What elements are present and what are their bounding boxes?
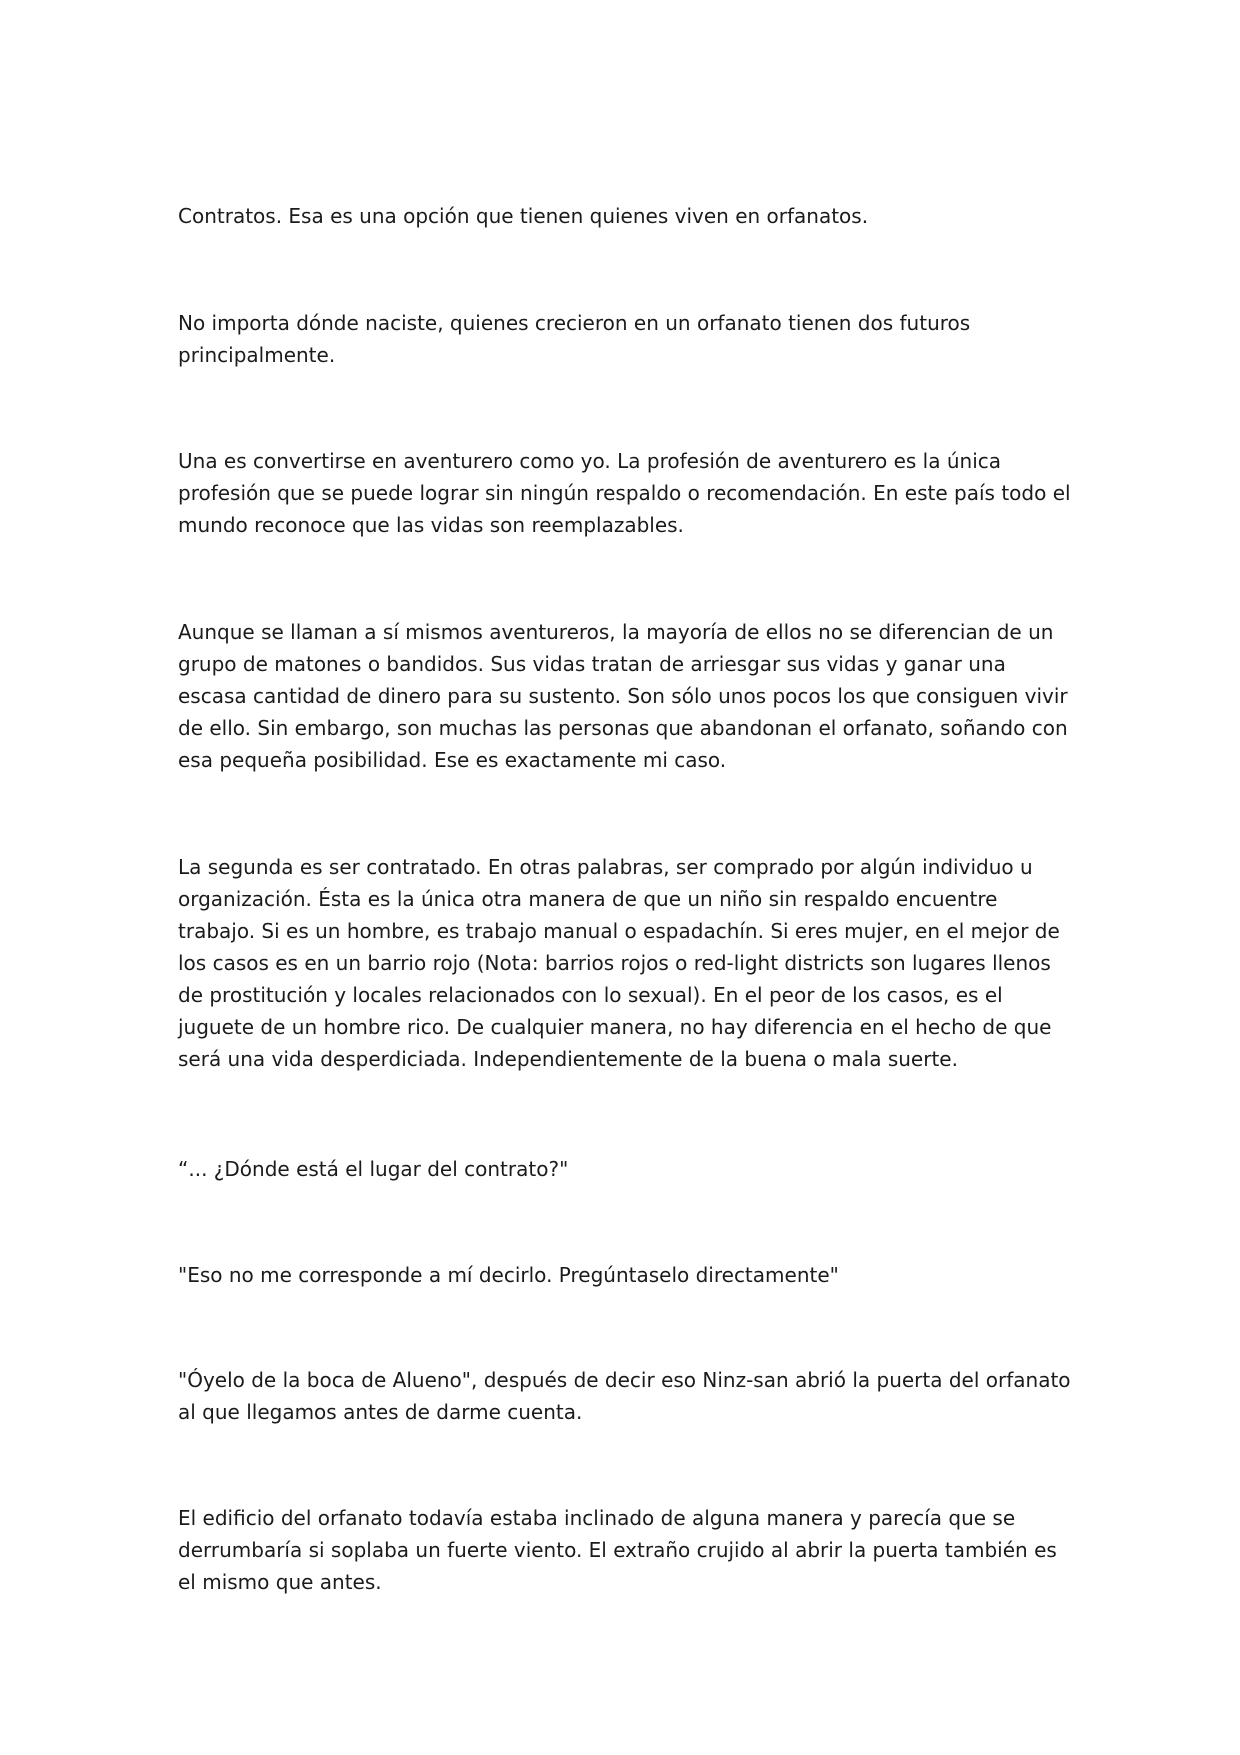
paragraph-1: Contratos. Esa es una opción que tienen quienes viven en orfanatos.	[178, 204, 869, 228]
paragraph-4: Aunque se llaman a sí mismos aventureros, la mayoría de ellos no se diferencian de un grupo de matones o bandidos. Sus vidas tratan de arriesgar sus vidas y ganar una escasa cantidad de dinero para su sustento. Son sólo unos pocos los que consiguen vivir de ello. Sin embargo, son muchas las personas que abandonan el orfanato, soñando con esa pequeña posibilidad. Ese es exactamente mi caso.	[178, 620, 1068, 772]
paragraph-3: Una es convertirse en aventurero como yo. La profesión de aventurero es la única profesión que se puede lograr sin ningún respaldo o recomendación. En este país todo el mundo reconoce que las vidas son reemplazables.	[178, 449, 1071, 537]
paragraph-2: No importa dónde naciste, quienes crecieron en un orfanato tienen dos futuros principalmente.	[178, 311, 971, 367]
dialogue-question: “... ¿Dónde está el lugar del contrato?"	[178, 1157, 569, 1181]
dialogue-reply: "Eso no me corresponde a mí decirlo. Pregúntaselo directamente"	[178, 1263, 839, 1287]
paragraph-8: "Óyelo de la boca de Alueno", después de decir eso Ninz-san abrió la puerta del orfanato al que llegamos antes de darme cuenta.	[178, 1368, 1071, 1424]
paragraph-9: El edificio del orfanato todavía estaba inclinado de alguna manera y parecía que se derrumbaría si soplaba un fuerte viento. El extraño crujido al abrir la puerta también es el mismo que antes.	[178, 1506, 1057, 1594]
paragraph-5: La segunda es ser contratado. En otras palabras, ser comprado por algún individuo u organización. Ésta es la única otra manera de que un niño sin respaldo encuentre trabajo. Si es un hombre, es trabajo manual o espadachín. Si eres mujer, en el mejor de los casos es en un barrio rojo (Nota: barrios rojos o red-light districts son lugares llenos de prostitución y locales relacionados con lo sexual). En el peor de los casos, es el juguete de un hombre rico. De cualquier manera, no hay diferencia en el hecho de que será una vida desperdiciada. Independientemente de la buena o mala suerte.	[178, 855, 1060, 1071]
